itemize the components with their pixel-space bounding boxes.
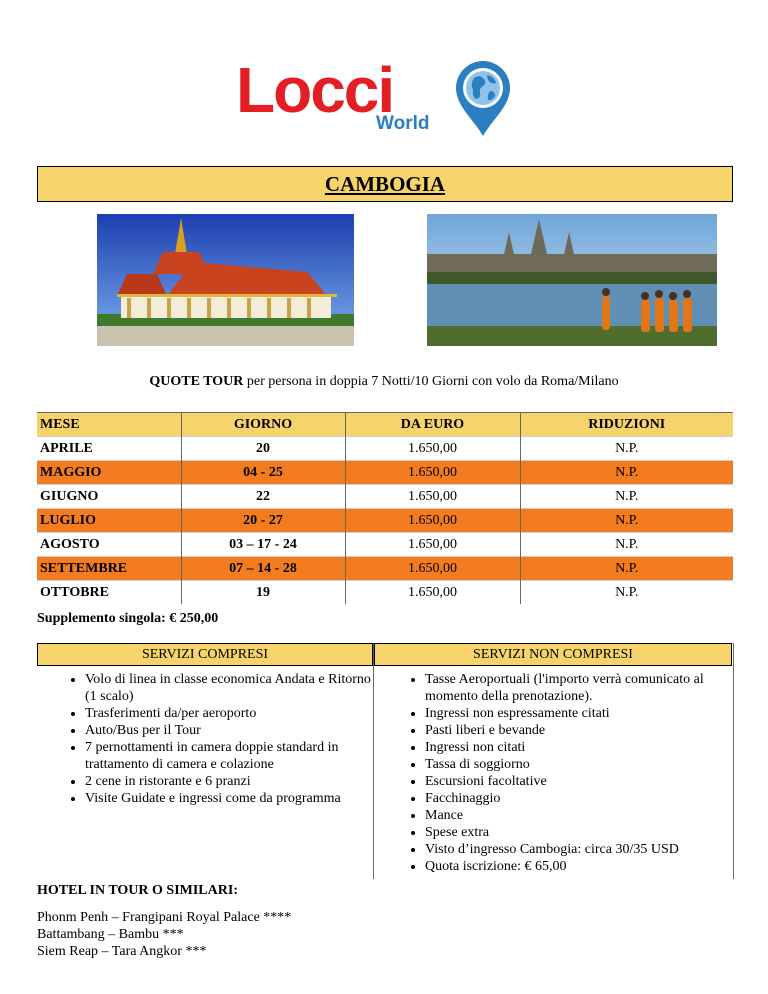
cell-euro: 1.650,00 — [345, 533, 520, 557]
cell-mese: LUGLIO — [37, 509, 181, 533]
list-item: • Spese extra — [425, 824, 732, 841]
included-services-list — [37, 671, 373, 807]
cell-riduzioni: N.P. — [520, 461, 733, 485]
cell-euro: 1.650,00 — [345, 581, 520, 605]
cell-riduzioni: N.P. — [520, 581, 733, 605]
cell-riduzioni: N.P. — [520, 509, 733, 533]
table-row — [37, 485, 733, 509]
cell-mese: OTTOBRE — [37, 581, 181, 605]
cell-giorno: 20 - 27 — [181, 509, 345, 533]
list-item: • Facchinaggio — [425, 790, 732, 807]
destination-title-bar — [37, 166, 733, 202]
logo-subtitle: World — [376, 113, 430, 134]
table-row — [37, 581, 733, 605]
quote-description — [0, 374, 768, 390]
list-item: • Trasferimenti da/per aeroporto — [85, 705, 373, 722]
table-header-row — [37, 413, 733, 437]
cell-riduzioni: N.P. — [520, 533, 733, 557]
table-row — [37, 557, 733, 581]
logo-wordmark: Locci — [236, 54, 394, 126]
cell-giorno: 07 – 14 - 28 — [181, 557, 345, 581]
table-row — [37, 533, 733, 557]
included-services-title: SERVIZI COMPRESI — [37, 643, 373, 666]
cell-giorno: 04 - 25 — [181, 461, 345, 485]
cell-euro: 1.650,00 — [345, 461, 520, 485]
cell-giorno: 03 – 17 - 24 — [181, 533, 345, 557]
hotels-title: HOTEL IN TOUR O SIMILARI: — [37, 883, 238, 898]
cell-euro: 1.650,00 — [345, 509, 520, 533]
services-section — [37, 643, 734, 879]
table-row — [37, 437, 733, 461]
list-item: • Quota iscrizione: € 65,00 — [425, 858, 732, 875]
list-item: • Mance — [425, 807, 732, 824]
list-item: • Visite Guidate e ingressi come da programma — [85, 790, 373, 807]
cell-mese: MAGGIO — [37, 461, 181, 485]
royal-palace-photo — [97, 214, 354, 346]
header-mese: MESE — [37, 413, 181, 437]
destination-title: CAMBOGIA — [324, 172, 446, 196]
list-item: • Visto d’ingresso Cambogia: circa 30/35 USD — [425, 841, 732, 858]
cell-mese: SETTEMBRE — [37, 557, 181, 581]
table-row — [37, 461, 733, 485]
list-item: • Tasse Aeroportuali (l'importo verrà comunicato al momento della prenotazione). — [425, 671, 732, 705]
cell-mese: APRILE — [37, 437, 181, 461]
cell-mese: AGOSTO — [37, 533, 181, 557]
excluded-services — [374, 643, 732, 879]
list-item: • Ingressi non citati — [425, 739, 732, 756]
brand-logo — [236, 56, 536, 136]
quote-text: per persona in doppia 7 Notti/10 Giorni con volo da Roma/Milano — [243, 374, 619, 389]
hotels-list — [37, 909, 291, 960]
list-item: Phonm Penh – Frangipani Royal Palace **** — [37, 910, 292, 925]
cell-riduzioni: N.P. — [520, 485, 733, 509]
header-giorno: GIORNO — [181, 413, 345, 437]
price-table — [37, 412, 733, 604]
angkor-wat-photo — [427, 214, 717, 346]
list-item: • 2 cene in ristorante e 6 pranzi — [85, 773, 373, 790]
list-item: • Tassa di soggiorno — [425, 756, 732, 773]
cell-riduzioni: N.P. — [520, 437, 733, 461]
globe-pin-icon — [452, 58, 514, 138]
list-item: • Ingressi non espressamente citati — [425, 705, 732, 722]
cell-giorno: 22 — [181, 485, 345, 509]
excluded-services-list — [374, 671, 732, 875]
cell-euro: 1.650,00 — [345, 437, 520, 461]
cell-giorno: 20 — [181, 437, 345, 461]
single-supplement: Supplemento singola: € 250,00 — [37, 611, 219, 626]
cell-giorno: 19 — [181, 581, 345, 605]
cell-riduzioni: N.P. — [520, 557, 733, 581]
quote-label: QUOTE TOUR — [149, 374, 244, 389]
table-row — [37, 509, 733, 533]
list-item: • Volo di linea in classe economica Andata e Ritorno (1 scalo) — [85, 671, 373, 705]
cell-euro: 1.650,00 — [345, 557, 520, 581]
list-item: • 7 pernottamenti in camera doppie standard in trattamento di camera e colazione — [85, 739, 373, 773]
cell-mese: GIUGNO — [37, 485, 181, 509]
header-da-euro: DA EURO — [345, 413, 520, 437]
included-services — [37, 643, 374, 879]
excluded-services-title: SERVIZI NON COMPRESI — [374, 643, 732, 666]
list-item: • Auto/Bus per il Tour — [85, 722, 373, 739]
list-item: Battambang – Bambu *** — [37, 927, 184, 942]
list-item: • Pasti liberi e bevande — [425, 722, 732, 739]
cell-euro: 1.650,00 — [345, 485, 520, 509]
list-item: Siem Reap – Tara Angkor *** — [37, 944, 207, 959]
header-riduzioni: RIDUZIONI — [520, 413, 733, 437]
list-item: • Escursioni facoltative — [425, 773, 732, 790]
